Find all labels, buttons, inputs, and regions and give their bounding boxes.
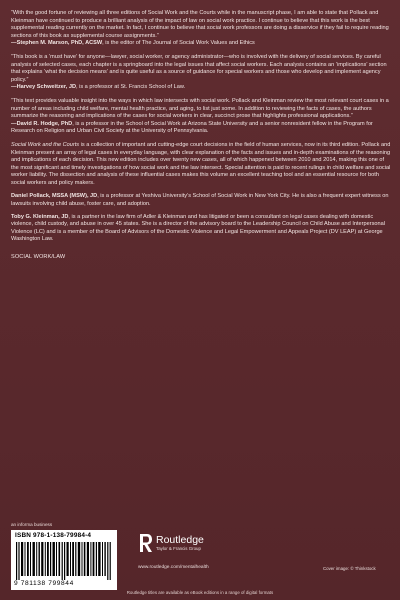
barcode-icon bbox=[16, 542, 112, 580]
subject-category: SOCIAL WORK/LAW bbox=[11, 254, 66, 261]
reviewer-role: , is the editor of The Journal of Social Work Values and Ethics bbox=[102, 40, 255, 47]
isbn-text: ISBN 978-1-138-79984-4 bbox=[15, 532, 92, 539]
cover-text bbox=[11, 10, 391, 262]
quote-text: “With the good fortune of reviewing all three editions of Social Work and the Courts while in the manuscript phase, I am able to state that Pollack and Kleinman have continued to produce a brilliant analysis of the impact of law on social work practice. I continue to believe that this work is the best supplemental reading currently on the market. In fact, I continue to believe that social work professors are doing a disservice if they fail to require reading sections of this book as supplemental course assignments.” bbox=[11, 10, 389, 39]
publisher-url[interactable]: www.routledge.com/mentalhealth bbox=[138, 565, 209, 570]
author-bio: , is a professor at Yeshiva University’s School of Social Work in New York City. He is also a frequent expert witness on lawsuits involving child abuse, foster care, and adoption. bbox=[11, 192, 389, 207]
quote-attribution bbox=[11, 40, 391, 48]
author-bio: , is a partner in the law firm of Adler & Kleinman and has litigated or been a consultant on legal cases dealing with domestic violence, child custody, and abuse in over 45 states. She is a director of the advisory board to the Leadership Council on Child Abuse and Interpersonal Violence (LC) and is a member of the Board of Advisors of the Domestic Violence and Legal Empowerment and Appeals Project (DV LEAP) at George Washington Law. bbox=[11, 213, 385, 243]
quote-text: “This book is a ‘must have’ for anyone—lawyer, social worker, or agency administrator—who is involved with the delivery of social services. By careful analysis of selected cases, each chapter is a springboard into the legal issues that affect social workers. Each analysis contains an ‘implications’ section that explains ‘what the decision means’ and is quite useful as a source of guidance for special workers and those who develop and implement agency policy.” bbox=[11, 53, 387, 83]
author-name: Daniel Pollack, MSSA (MSW), JD bbox=[11, 192, 98, 199]
quote-text: “This text provides valuable insight into the ways in which law intersects with social work. Pollack and Kleinman review the most relevant court cases in a number of areas including child welfare, mental health practice, and aging, to list just some. In addition to reviewing the facts of cases, the authors summarize the reasoning and implications of the cases for social workers in clear, succinct prose that highlights professional applications.” bbox=[11, 97, 389, 120]
reviewer-name: —David R. Hodge, PhD bbox=[11, 120, 73, 127]
quote-attribution bbox=[11, 84, 391, 92]
reviewer-name: —Harvey Schweitzer, JD bbox=[11, 84, 76, 91]
barcode-digits: 9 781138 799844 bbox=[14, 580, 74, 587]
review-quote-2 bbox=[11, 54, 391, 92]
author-name: Toby G. Kleinman, JD bbox=[11, 213, 69, 220]
review-quote-1 bbox=[11, 10, 391, 48]
book-title: Social Work and the Courts bbox=[11, 141, 80, 148]
reviewer-name: —Stephen M. Marson, PhD, ACSW bbox=[11, 40, 103, 47]
ebook-footnote: Routledge titles are available as eBook editions in a range of digital formats bbox=[126, 590, 274, 595]
publisher-logo-block bbox=[138, 533, 288, 565]
routledge-logo-icon bbox=[138, 533, 153, 553]
quote-attribution bbox=[11, 121, 391, 136]
barcode-box bbox=[11, 530, 117, 590]
reviewer-role: , is a professor in the School of Social Work at Arizona State University and a senior nonresident fellow in the Program for Research on Religion and Urban Civil Society at the University of Pennsylvania. bbox=[11, 120, 373, 135]
review-quote-3 bbox=[11, 98, 391, 136]
reviewer-role: , is a professor at St. Francis School of Law. bbox=[75, 84, 186, 91]
description-paragraph bbox=[11, 142, 391, 188]
cover-image-credit: Cover image: © Thinkstock bbox=[323, 566, 376, 571]
author-bio-1 bbox=[11, 193, 391, 208]
informa-label: an informa business bbox=[11, 522, 53, 527]
book-description bbox=[11, 142, 391, 244]
publisher-group: Taylor & Francis Group bbox=[156, 546, 201, 551]
publisher-name: Routledge bbox=[156, 534, 204, 546]
description-body: is a collection of important and cutting-edge court decisions in the field of human services, now in its third edition. Pollack and Kleinman present an array of legal cases in everyday language, with clear explanation of the facts and issues and in-depth examinations of the reasoning and implications of each decision. This new edition includes over twenty new cases, all of which happened between 2010 and 2014, making this one of the most significant and timely investigations of how social work and the law intersect. Special attention is paid to recent rulings in child welfare and social worker liability. The dissection and analysis of these influential cases makes this volume an excellent teaching tool and an essential resource for both social workers and policy makers. bbox=[11, 141, 391, 186]
author-bio-2 bbox=[11, 214, 391, 244]
